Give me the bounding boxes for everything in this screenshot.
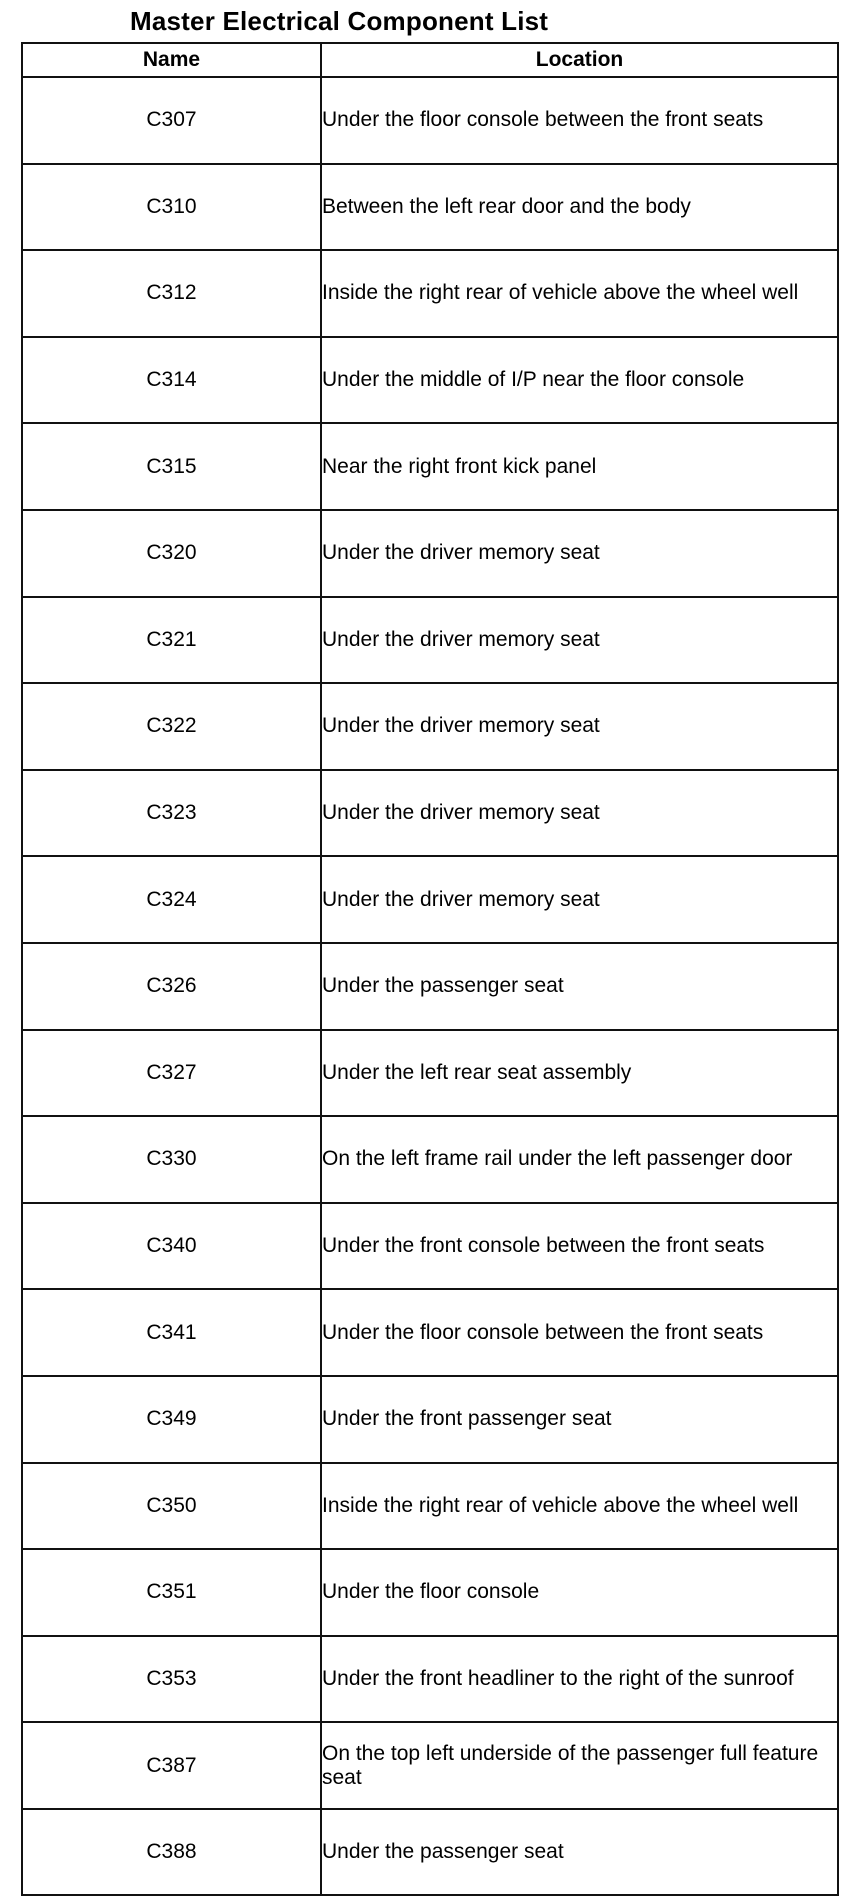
page-title: Master Electrical Component List — [130, 6, 549, 36]
table-row — [22, 510, 838, 597]
table-row — [22, 1549, 838, 1636]
table-row — [22, 1809, 838, 1896]
component-name-cell: C388 — [22, 1809, 321, 1896]
component-name-cell: C349 — [22, 1376, 321, 1463]
table-row — [22, 1116, 838, 1203]
header-row — [22, 43, 838, 77]
component-table — [21, 42, 839, 1896]
component-name-cell: C340 — [22, 1203, 321, 1290]
component-location-cell: Near the right front kick panel — [321, 423, 838, 510]
table-row — [22, 250, 838, 337]
component-location-cell: Between the left rear door and the body — [321, 164, 838, 251]
component-location-cell: Inside the right rear of vehicle above the wheel well — [321, 1463, 838, 1550]
table-row — [22, 683, 838, 770]
table-row — [22, 1463, 838, 1550]
column-header-name: Name — [22, 43, 321, 77]
component-name-cell: C321 — [22, 597, 321, 684]
component-name-cell: C322 — [22, 683, 321, 770]
table-row — [22, 164, 838, 251]
component-name-cell: C314 — [22, 337, 321, 424]
table-row — [22, 1376, 838, 1463]
component-name-cell: C330 — [22, 1116, 321, 1203]
component-name-cell: C310 — [22, 164, 321, 251]
table-row — [22, 943, 838, 1030]
component-location-cell: Under the passenger seat — [321, 943, 838, 1030]
component-location-cell: Under the left rear seat assembly — [321, 1030, 838, 1117]
component-name-cell: C323 — [22, 770, 321, 857]
component-name-cell: C341 — [22, 1289, 321, 1376]
component-name-cell: C324 — [22, 856, 321, 943]
component-name-cell: C315 — [22, 423, 321, 510]
component-location-cell: Under the floor console between the front seats — [321, 1289, 838, 1376]
component-location-cell: Under the passenger seat — [321, 1809, 838, 1896]
component-name-cell: C307 — [22, 77, 321, 164]
table-row — [22, 1289, 838, 1376]
component-location-cell: On the top left underside of the passenger full feature seat — [321, 1722, 838, 1809]
component-name-cell: C351 — [22, 1549, 321, 1636]
component-name-cell: C326 — [22, 943, 321, 1030]
component-name-cell: C320 — [22, 510, 321, 597]
component-location-cell: Under the floor console between the front seats — [321, 77, 838, 164]
component-location-cell: Under the driver memory seat — [321, 597, 838, 684]
component-location-cell: Inside the right rear of vehicle above the wheel well — [321, 250, 838, 337]
component-location-cell: Under the middle of I/P near the floor console — [321, 337, 838, 424]
component-name-cell: C353 — [22, 1636, 321, 1723]
component-location-cell: On the left frame rail under the left passenger door — [321, 1116, 838, 1203]
table-row — [22, 1203, 838, 1290]
component-name-cell: C387 — [22, 1722, 321, 1809]
table-row — [22, 423, 838, 510]
component-location-cell: Under the driver memory seat — [321, 770, 838, 857]
component-location-cell: Under the front headliner to the right of the sunroof — [321, 1636, 838, 1723]
table-row — [22, 337, 838, 424]
table-row — [22, 1636, 838, 1723]
table-row — [22, 597, 838, 684]
table-row — [22, 856, 838, 943]
table-body — [22, 77, 838, 1895]
component-location-cell: Under the driver memory seat — [321, 510, 838, 597]
component-location-cell: Under the driver memory seat — [321, 683, 838, 770]
component-location-cell: Under the front console between the front seats — [321, 1203, 838, 1290]
table-row — [22, 1722, 838, 1809]
table-row — [22, 770, 838, 857]
column-header-location: Location — [321, 43, 838, 77]
component-name-cell: C327 — [22, 1030, 321, 1117]
component-location-cell: Under the front passenger seat — [321, 1376, 838, 1463]
component-location-cell: Under the floor console — [321, 1549, 838, 1636]
component-location-cell: Under the driver memory seat — [321, 856, 838, 943]
component-name-cell: C350 — [22, 1463, 321, 1550]
table-row — [22, 1030, 838, 1117]
table-row — [22, 77, 838, 164]
component-name-cell: C312 — [22, 250, 321, 337]
